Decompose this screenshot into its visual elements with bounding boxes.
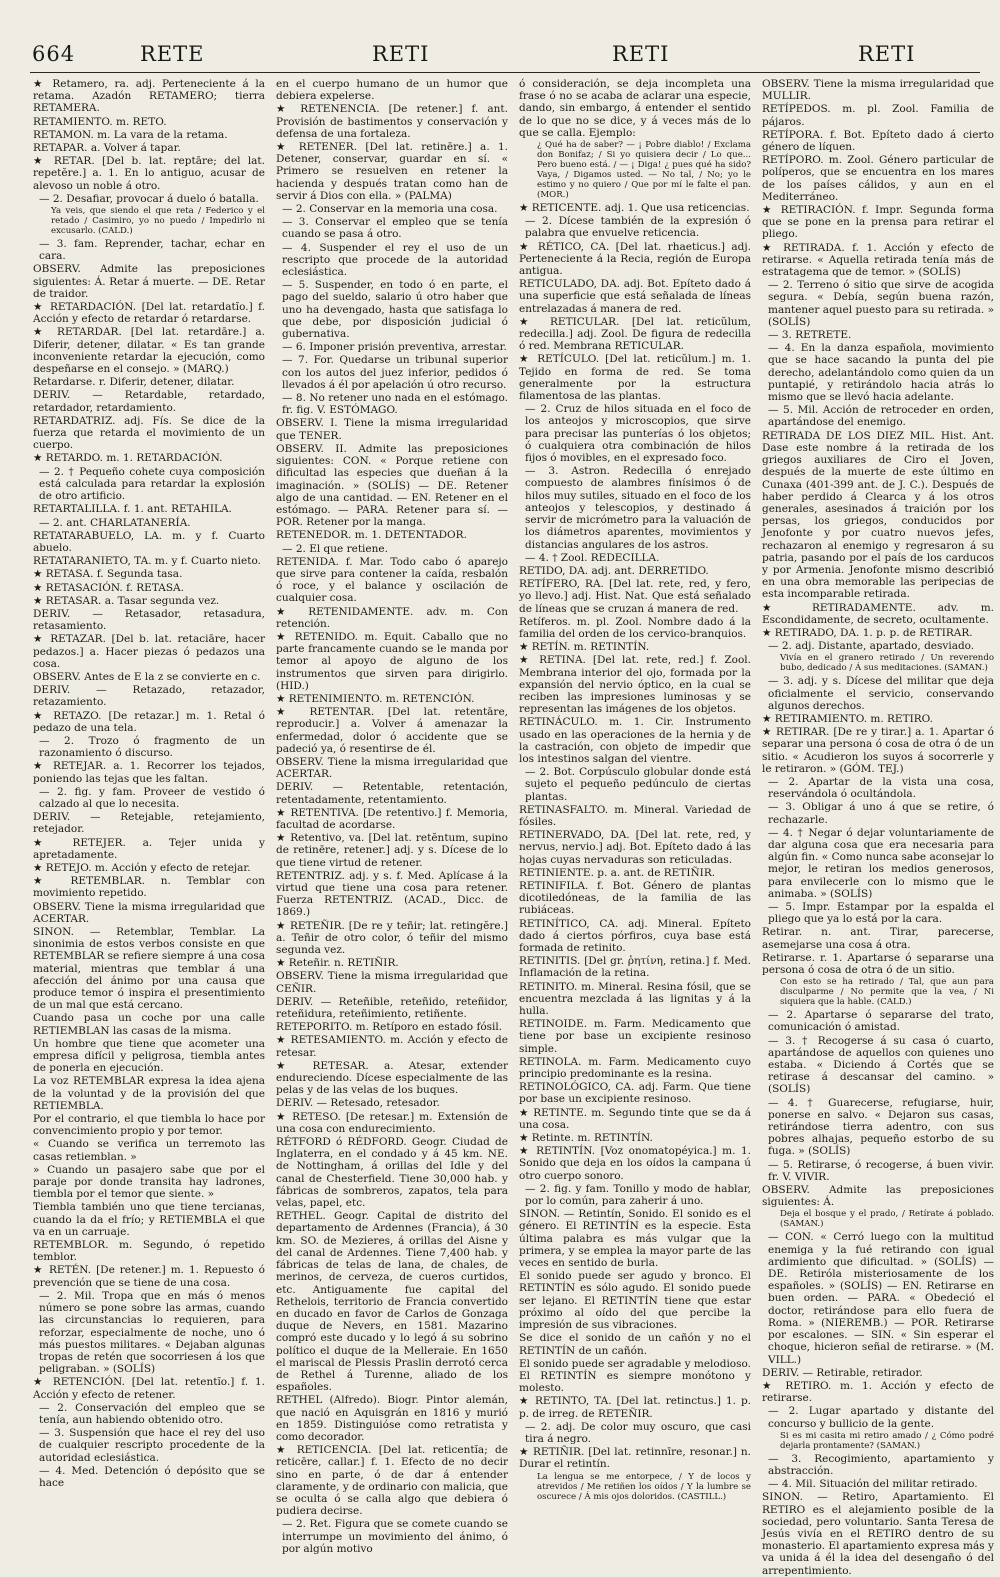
dictionary-entry: ★ RETIRADAMENTE. adv. m. Escondidamente, de secreto, ocultamente. <box>762 601 994 626</box>
dictionary-entry: RETINOIDE. m. Farm. Medicamento que tiene por base un excipiente resinoso simple. <box>519 1018 751 1055</box>
dictionary-entry: ★ RETÍCULO. [Del lat. reticŭlum.] m. 1. Tejido en forma de red. Se toma generalmente por la estructura filamentosa de las plantas. <box>519 353 751 403</box>
dictionary-entry: RETINÁCULO. m. 1. Cir. Instrumento usado en las operaciones de la hernia y de la castración, con objeto de impedir que los intestinos salgan del vientre. <box>519 716 751 765</box>
dictionary-entry: ★ RETIÑIR. [Del lat. retinnīre, resonar.] n. Durar el retintín. <box>519 1446 751 1471</box>
running-headword-3: RETI <box>612 42 670 66</box>
dictionary-entry: ★ RETIRO. m. 1. Acción y efecto de retirarse. <box>762 1379 994 1405</box>
quotation: La lengua se me entorpece, / Y de locos y atrevidos / Me retiñen los oídos / Y la lumbre se oscurece / Á mis ojos doloridos. (CASTILL.) <box>537 1471 751 1502</box>
sense-paragraph: — 4. En la danza española, movimiento que se hace sacando la punta del pie derecho, adelantándolo como quien da un puntapié, y retirándolo hacia atrás lo mismo que se llevó hacia adelante. <box>768 342 994 404</box>
dictionary-entry: OBSERV. Tiene la misma irregularidad que CEÑIR. <box>276 970 508 995</box>
dictionary-entry: OBSERV. Admite las preposiciones siguientes: Á. <box>762 1184 994 1209</box>
dictionary-entry: ★ RETARDO. m. 1. RETARDACIÓN. <box>33 452 223 465</box>
quotation: Si es mi casita mi retiro amado / ¿ Cómo podré dejarla prontamente? (SAMAN.) <box>780 1430 994 1451</box>
dictionary-entry: ★ Reteñir. n. RETIÑIR. <box>276 957 399 970</box>
dictionary-entry: OBSERV. Tiene la misma irregularidad que ACERTAR. <box>276 755 508 781</box>
dictionary-entry: ★ RETAZAR. [Del b. lat. retaciāre, hacer pedazos.] a. Hacer piezas ó pedazos una cosa. <box>33 633 265 670</box>
sense-paragraph: — 2. Trozo ó fragmento de un razonamiento ó discurso. <box>39 734 265 760</box>
sense-paragraph: — 8. No retener uno nada en el estómago. fr. fig. V. ESTÓMAGO. <box>282 392 508 417</box>
sense-paragraph: — 3. Conservar el empleo que se tenía cuando se pasa á otro. <box>282 216 508 241</box>
dictionary-entry: ★ RETIRAMIENTO. m. RETIRO. <box>762 712 933 725</box>
sense-paragraph: — 2. El que retiene. <box>282 542 388 555</box>
sense-paragraph: — 3. Suspensión que hace el rey del uso de cualquier rescripto procedente de la autoridad eclesiástica. <box>39 1427 265 1464</box>
text-column-2 <box>276 78 508 1555</box>
dictionary-entry: RETIDO, DA. adj. ant. DERRETIDO. <box>519 564 709 577</box>
running-headword-2: RETI <box>372 42 430 66</box>
sense-paragraph: — 3. Obligar á uno á que se retire, ó rechazarle. <box>768 801 994 826</box>
running-headword-4: RETI <box>858 42 916 66</box>
dictionary-entry: RETINITIS. [Del gr. ῥητίνη, retina.] f. Med. Inflamación de la retina. <box>519 955 751 980</box>
dictionary-entry: ★ RETAR. [Del b. lat. reptāre; del lat. repetĕre.] a. 1. En lo antiguo, acusar de alevoso un noble á otro. <box>33 155 265 192</box>
dictionary-entry: Retirarse. r. 1. Apartarse ó separarse una persona ó cosa de otra ó de un sitio. <box>762 951 994 977</box>
dictionary-entry: OBSERV. Admite las preposiciones siguientes: Á. Retar á muerte. — DE. Retar de traidor. <box>33 263 265 300</box>
dictionary-entry: La voz RETEMBLAR expresa la idea ajena de la voluntad y de la provisión del que RETIEMBLA. <box>33 1075 265 1112</box>
dictionary-entry: ★ RETENENCIA. [De retener.] f. ant. Provisión de bastimentos y conservación y defensa de una fortaleza. <box>276 103 508 140</box>
dictionary-entry: ★ RETENTIVA. [De retentivo.] f. Memoria, facultad de acordarse. <box>276 806 508 831</box>
dictionary-entry: Retíferos. m. pl. Zool. Nombre dado á la familia del orden de los cervico-branquios. <box>519 615 751 640</box>
sense-paragraph: — 2. † Pequeño cohete cuya composición está calculada para retardar la explosión de otro artificio. <box>39 465 265 503</box>
dictionary-entry: RETARDATRIZ. adj. Fís. Se dice de la fuerza que retarda el movimiento de un cuerpo. <box>33 414 265 452</box>
dictionary-entry: ★ RETINTE. m. Segundo tinte que se da á una cosa. <box>519 1106 751 1131</box>
sense-paragraph: — 7. For. Quedarse un tribunal superior con los autos del juez inferior, pedidos ó llevados á él por apelación ú otro recurso. <box>282 354 508 391</box>
dictionary-entry: RETAMON. m. La vara de la retama. <box>33 128 228 141</box>
dictionary-entry: DERIV. — Reteñible, reteñido, reteñidor, reteñidura, reteñimiento, retiñente. <box>276 995 508 1021</box>
sense-paragraph: — 2. fig. y fam. Proveer de vestido ó calzado al que lo necesita. <box>39 785 265 810</box>
dictionary-entry: ★ RÉTICO, CA. [Del lat. rhaeticus.] adj. Perteneciente á la Recia, región de Europa antigua. <box>519 240 751 278</box>
dictionary-entry: ★ RETICULAR. [Del lat. reticŭlum, redecilla.] adj. Zool. De figura de redecilla ó red. Membrana RETICULAR. <box>519 315 751 353</box>
sense-paragraph: — 2. Conservar en la memoria una cosa. <box>282 203 498 216</box>
dictionary-entry: ★ RETIRADO, DA. 1. p. p. de RETIRAR. <box>762 626 973 639</box>
dictionary-entry: DERIV. — Retardable, retardado, retardador, retardamiento. <box>33 389 265 414</box>
dictionary-entry: en el cuerpo humano de un humor que debiera expelerse. <box>276 78 508 103</box>
dictionary-entry: OBSERV. Antes de E la z se convierte en c. <box>33 670 261 683</box>
dictionary-entry: ★ RETASAR. a. Tasar segunda vez. <box>33 594 220 607</box>
dictionary-entry: SINON. — Retiro, Apartamiento. El RETIRO es el alejamiento posible de la sociedad, pero voluntario. Santa Teresa de Jesús vivía en el RETIRO dentro de su monasterio. El apartamiento expresa más y va unida á él la idea del desengaño ó del arrepentimiento. <box>762 1491 994 1577</box>
dictionary-entry: OBSERV. Tiene la misma irregularidad que ACERTAR. <box>33 900 265 925</box>
dictionary-entry: DERIV. — Retejable, retejamiento, retejador. <box>33 811 265 836</box>
dictionary-entry: ★ RETEMBLAR. n. Temblar con movimiento repetido. <box>33 875 265 900</box>
text-column-3 <box>519 78 751 1502</box>
dictionary-entry: ★ RETESO. [De retesar.] m. Extensión de una cosa con endurecimiento. <box>276 1110 508 1135</box>
sense-paragraph: — 2. Bot. Corpúsculo globular donde está sujeto el pequeño pedúnculo de ciertas plantas. <box>525 766 751 803</box>
dictionary-entry: RETIRADA DE LOS DIEZ MIL. Hist. Ant. Dase este nombre á la retirada de los griegos auxiliares de Ciro el Joven, después de la muerte de este último en Cunaxa (401-399 ant. de J. C.). Después de haber perdido á Clearca y á los otros generales, asesinados á traición por los persas, los griegos, conducidos por Jenofonte y por cuatro nuevos jefes, rechazaron al enemigo y regresaron á su patria, pasando por el país de los carducos y por Armenia. Jenofonte mismo describió en una obra memorable las peripecias de esta incomparable retirada. <box>762 429 994 601</box>
dictionary-entry: RETINIENTE. p. a. ant. de RETIÑIR. <box>519 866 716 879</box>
dictionary-entry: RETICULADO, DA. adj. Bot. Epíteto dado á una superficie que está señalada de líneas entrelazadas á manera de red. <box>519 278 751 315</box>
dictionary-entry: ★ RETEÑIR. [De re y teñir; lat. retingĕre.] a. Teñir de otro color, ó teñir del mismo segunda vez. <box>276 919 508 957</box>
dictionary-entry: RETINERVADO, DA. [Del lat. rete, red, y nervus, nervio.] adj. Bot. Epíteto dado á las hojas cuyas nervaduras son reticuladas. <box>519 829 751 866</box>
dictionary-entry: OBSERV. II. Admite las preposiciones siguientes: CON. « Porque retiene con dificultad las especies que dueñan á la imaginación. » (SOLÍS) — DE. Retener algo de una cantidad. — EN. Retener en el estómago. — PARA. Retener para sí. — POR. Retener por la manga. <box>276 442 508 529</box>
sense-paragraph: — 5. Mil. Acción de retroceder en orden, apartándose del enemigo. <box>768 404 994 429</box>
dictionary-entry: ★ RETIRACIÓN. f. Impr. Segunda forma que se pone en la prensa para retirar el pliego. <box>762 204 994 241</box>
dictionary-entry: « Cuando se verifica un terremoto las casas retiemblan. » <box>33 1138 265 1163</box>
dictionary-entry: ★ Retentivo, va. [Del lat. retĕntum, supino de retinēre, retener.] adj. y s. Dícese de lo que tiene virtud de retener. <box>276 832 508 869</box>
sense-paragraph: — 2. Apartarse ó separarse del trato, comunicación ó amistad. <box>768 1009 994 1034</box>
dictionary-entry: DERIV. — Retirable, retirador. <box>762 1366 923 1379</box>
quotation: Vivía en el granero retirado / Un reverendo bubo, dedicado / Á sus meditaciones. (SAMAN.) <box>780 653 994 674</box>
sense-paragraph: — 5. Suspender, en todo ó en parte, el pago del sueldo, salario ú otro haber que uno ha devengado, hasta que satisfaga lo que debe, por disposición judicial ó gubernativa. <box>282 279 508 341</box>
dictionary-entry: RETÍFERO, RA. [Del lat. rete, red, y fero, yo llevo.] adj. Hist. Nat. Que está señalado de líneas que se cruzan á manera de red. <box>519 578 751 615</box>
dictionary-entry: ★ RETICENTE. adj. 1. Que usa reticencias. <box>519 202 750 215</box>
text-column-1 <box>33 78 265 1489</box>
sense-paragraph: — 2. Dícese también de la expresión ó palabra que envuelve reticencia. <box>525 215 751 240</box>
sense-paragraph: — 3. adj. y s. Dícese del militar que deja oficialmente el servicio, conservando algunos derechos. <box>768 675 994 712</box>
dictionary-entry: Retardarse. r. Diferir, detener, dilatar. <box>33 376 235 389</box>
dictionary-entry: Un hombre que tiene que acometer una empresa difícil y peligrosa, tiembla antes de ponerla en ejecución. <box>33 1037 265 1075</box>
page-header <box>0 42 1000 72</box>
dictionary-entry: ★ RETEJER. a. Tejer unida y apretadamente. <box>33 836 265 861</box>
dictionary-entry: ★ RETENTAR. [Del lat. retentāre, reproducir.] a. Volver á amenazar la enfermedad, dolor ó accidente que se padeció ya, ó resentirse de él. <box>276 706 508 755</box>
sense-paragraph: — 3. † Recogerse á su casa ó cuarto, apartándose de aquellos con quienes uno estaba. « Diciendo á Cortés que se retirase á descansar del camino. » (SOLÍS) <box>768 1034 994 1096</box>
quotation: Con esto se ha retirado / Tal, que aun para disculparme / No permite que la vea, / Ni siquiera que la hable. (CALD.) <box>780 977 994 1008</box>
dictionary-entry: ★ RETENIDO. m. Equit. Caballo que no parte francamente cuando se le manda por temor al apoyo de alguno de los instrumentos que sirven para dirigirlo. (HID.) <box>276 630 508 692</box>
dictionary-entry: ★ RETEJO. m. Acción y efecto de retejar. <box>33 861 251 874</box>
dictionary-entry: ★ Retinte. m. RETINTÍN. <box>519 1132 653 1145</box>
dictionary-entry: RETINIFILA. f. Bot. Género de plantas dicotiledóneas, de la familia de las rubiáceas. <box>519 879 751 917</box>
dictionary-entry: ★ RETINTÍN. [Voz onomatopéyica.] m. 1. Sonido que deja en los oídos la campana ú otro cuerpo sonoro. <box>519 1145 751 1182</box>
dictionary-entry: ★ RETEJAR. a. 1. Recorrer los tejados, poniendo las tejas que les faltan. <box>33 760 265 785</box>
dictionary-entry: ★ RETINTO, TA. [Del lat. retinctus.] 1. p. p. de irreg. de RETEÑIR. <box>519 1395 751 1420</box>
sense-paragraph: — 2. Desafiar, provocar á duelo ó batalla. <box>39 192 259 205</box>
sense-paragraph: — CON. « Cerró luego con la multitud enemiga y la fué retirando con igual ardimiento que dificultad. » (SOLÍS) — DE. Retiróla misteriosamente de los españoles. » (SOLÍS) — EN. Retirarse en buen orden. — PARA. « Obedeció el doctor, retirándose para ello fuera de Roma. » (NIEREMB.) — POR. Retirarse por escalones. — SIN. « Sin esperar el choque, hicieron señal de retirarse. » (M. VILL.) <box>768 1231 994 1366</box>
sense-paragraph: — 2. Cruz de hilos situada en el foco de los anteojos y microscopios, que sirve para precisar las punterías ó los objetos; ó cualquiera otra combinación de hilos fijos ó movibles, en el expresado foco. <box>525 403 751 465</box>
sense-paragraph: — 2. fig. y fam. Tonillo y modo de hablar, por lo común, para zaherir á uno. <box>525 1182 751 1208</box>
dictionary-entry: ★ RETAZO. [De retazar.] m. 1. Retal ó pedazo de una tela. <box>33 709 265 734</box>
dictionary-entry: RETHEL (Alfredo). Biogr. Pintor alemán, que nació en Aquisgrán en 1816 y murió en 1859. Distinguióse como retratista y como decorador. <box>276 1394 508 1443</box>
dictionary-entry: DERIV. — Retesado, retesador. <box>276 1097 440 1110</box>
dictionary-entry: ★ RETINA. [Del lat. rete, red.] f. Zool. Membrana interior del ojo, formada por la expansión del nervio óptico, en la cual se reciben las impresiones luminosas y se representan las imágenes de los objetos. <box>519 654 751 716</box>
quotation: ¿ Qué ha de saber? — ¡ Pobre diablo! / Exclama don Bonifaz; / Si yo quisiera decir / Lo que... Pero bueno está. / — ¡ Diga! ¿ pues qué ha sido? Vaya, / Digamos usted. — No tal, / No; yo le estimo y no quiero / Que por mí le falte el pan. (MOR.) <box>537 140 751 201</box>
sense-paragraph: — 6. Imponer prisión preventiva, arrestar. <box>282 341 507 354</box>
dictionary-entry: ★ RETENER. [Del lat. retinēre.] a. 1. Detener, conservar, guardar en sí. « Primero se resuelven en retener la hacienda y después tratan como han de servir á Dios con ella. » (PALMA) <box>276 141 508 202</box>
dictionary-entry: RETÍPEDOS. m. pl. Zool. Familia de pájaros. <box>762 103 994 128</box>
dictionary-entry: ★ RETICENCIA. [Del lat. reticentĭa; de reticēre, callar.] f. 1. Efecto de no decir sino en parte, ó de dar á entender claramente, y de ordinario con malicia, que se oculta ó se calla algo que debiera ó pudiera decirse. <box>276 1444 508 1518</box>
sense-paragraph: — 3. fam. Reprender, tachar, echar en cara. <box>39 238 265 263</box>
dictionary-entry: El sonido puede ser agradable y melodioso. El RETINTÍN es siempre monótono y molesto. <box>519 1357 751 1395</box>
dictionary-entry: ★ RETASA. f. Segunda tasa. <box>33 568 183 581</box>
dictionary-entry: DERIV. — Retazado, retazador, retazamiento. <box>33 684 265 709</box>
sense-paragraph: — 2. Conservación del empleo que se tenía, aun habiendo obtenido otro. <box>39 1401 265 1426</box>
dictionary-entry: RETENEDOR. m. 1. DETENTADOR. <box>276 529 467 542</box>
dictionary-entry: ó consideración, se deja incompleta una frase ó no se acaba de aclarar una especie, dando, sin embargo, á entender el sentido de lo que no se dice, y á veces más de lo que se calla. Ejemplo: <box>519 78 751 139</box>
sense-paragraph: — 4. Med. Detención ó depósito que se hace <box>39 1464 265 1489</box>
sense-paragraph: — 4. † Zool. REDECILLA. <box>525 551 660 564</box>
dictionary-entry: ★ RETIRAR. [De re y tirar.] a. 1. Apartar ó separar una persona ó cosa de otra ó de un sitio. « Acudieron los suyos á socorrerle y le retiraron. » (GÓM. TEJ.) <box>762 726 994 775</box>
dictionary-entry: RETEMBLOR. m. Segundo, ó repetido temblor. <box>33 1239 265 1264</box>
dictionary-entry: Por el contrario, el que tiembla lo hace por convencimiento propio y por temor. <box>33 1113 265 1138</box>
text-column-4 <box>762 78 994 1577</box>
sense-paragraph: — 2. adj. De color muy oscuro, que casi tira á negro. <box>525 1420 751 1445</box>
quotation: Deja el bosque y el prado, / Retírate á poblado. (SAMAN.) <box>780 1209 994 1230</box>
sense-paragraph: — 5. Impr. Estampar por la espalda el pliego que ya lo está por la cara. <box>768 901 994 926</box>
dictionary-entry: RETÍPORO. m. Zool. Género particular de políperos, que se encuentra en los mares de los países cálidos, y aun en el Mediterráneo. <box>762 154 994 203</box>
dictionary-entry: RETAMIENTO. m. RETO. <box>33 115 167 128</box>
dictionary-entry: RETINASFALTO. m. Mineral. Variedad de fósiles. <box>519 803 751 828</box>
sense-paragraph: — 4. Suspender el rey el uso de un rescripto que procede de la autoridad eclesiástica. <box>282 241 508 279</box>
sense-paragraph: — 5. Retirarse, ó recogerse, á buen vivir. fr. V. VIVIR. <box>768 1158 994 1183</box>
dictionary-entry: Tiembla también uno que tiene tercianas, cuando la da el frío; y RETIEMBLA el que va en un carruaje. <box>33 1201 265 1238</box>
dictionary-entry: RETATARABUELO, LA. m. y f. Cuarto abuelo. <box>33 529 265 554</box>
dictionary-entry: Se dice el sonido de un cañón y no el RETINTÍN de un cañón. <box>519 1332 751 1357</box>
sense-paragraph: — 2. Ret. Figura que se comete cuando se interrumpe un movimiento del ánimo, ó por algún motivo <box>282 1518 508 1555</box>
dictionary-entry: ★ RETESAR. a. Atesar, extender endureciendo. Dícese especialmente de las pelas y de las velas de los buques. <box>276 1059 508 1097</box>
dictionary-entry: Retirar. n. ant. Tirar, parecerse, asemejarse una cosa á otra. <box>762 926 994 951</box>
dictionary-entry: OBSERV. Tiene la misma irregularidad que MULLIR. <box>762 78 994 103</box>
sense-paragraph: — 3. Astron. Redecilla ó enrejado compuesto de alambres finísimos ó de hilos muy sutiles, situado en el foco de los anteojos y telescopios, y destinado á servir de micrómetro para la valuación de los diámetros aparentes, movimientos y distancias angulares de los astros. <box>525 465 751 551</box>
sense-paragraph: — 4. † Negar ó dejar voluntariamente de dar alguna cosa que era necesaria para algún fin. « Como nunca sabe aconsejar lo mejor, le retiran los medios generosos, para envilecerle con lo mismo que le animaba. » (SOLÍS) <box>768 826 994 900</box>
quotation: Ya veis, que siendo el que reta / Federico y el retado / Casimiro, yo no puedo / Impedirlo ni excusarlo. (CALD.) <box>51 206 265 237</box>
dictionary-entry: ★ RETENIMIENTO. m. RETENCIÓN. <box>276 692 475 705</box>
sense-paragraph: — 2. Mil. Tropa que en más ó menos número se pone sobre las armas, cuando las circunstancias lo requieren, para reforzar, especialmente de noche, uno ó más puestos militares. « Dejaban algunas tropas de retén que socorriesen á los que peligraban. » (SOLÍS) <box>39 1289 265 1376</box>
dictionary-entry: RETENTRIZ. adj. y s. f. Med. Aplícase á la virtud que tiene una cosa para retener. Fuerza RETENTRIZ. (ACAD., Dicc. de 1869.) <box>276 869 508 919</box>
sense-paragraph: — 2. Lugar apartado y distante del concurso y bullicio de la gente. <box>768 1405 994 1430</box>
sense-paragraph: — 2. Terreno ó sitio que sirve de acogida segura. « Debía, según buena razón, mantener aquel puesto para su retirada. » (SOLÍS) <box>768 279 994 328</box>
dictionary-entry: SINON. — Retemblar, Temblar. La sinonimia de estos verbos consiste en que RETEMBLAR se refiere siempre á una cosa material, mientras que temblar á una afección del ánimo por una causa que produce temor ó inspira el presentimiento de un mal que está cercano. <box>33 926 265 1012</box>
dictionary-entry: El sonido puede ser agudo y bronco. El RETINTÍN es sólo agudo. El sonido puede ser lejano. El RETINTÍN tiene que estar próximo al oído del que percibe la impresión de sus vibraciones. <box>519 1270 751 1332</box>
dictionary-entry: » Cuando un pasajero sabe que por el paraje por donde transita hay ladrones, tiembla por el temor que siente. » <box>33 1163 265 1201</box>
dictionary-entry: DERIV. — Retentable, retentación, retentadamente, retentamiento. <box>276 781 508 806</box>
sense-paragraph: — 4. Mil. Situación del militar retirado. <box>768 1478 978 1491</box>
dictionary-entry: ★ RETARDAR. [Del lat. retardāre.] a. Diferir, detener, dilatar. « Es tan grande inconveniente retardar la ejecución, como despeñarse en el consejo. » (MARQ.) <box>33 326 265 376</box>
dictionary-entry: RETATARANIETO, TA. m. y f. Cuarto nieto. <box>33 555 261 568</box>
sense-paragraph: — 3. Recogimiento, apartamiento y abstracción. <box>768 1452 994 1477</box>
dictionary-entry: ★ RETASACIÓN. f. RETASA. <box>33 581 184 594</box>
running-headword-1: RETE <box>140 42 205 66</box>
dictionary-entry: RETINOLÓGICO, CA. adj. Farm. Que tiene por base un excipiente resinoso. <box>519 1081 751 1106</box>
dictionary-entry: RETÍPORA. f. Bot. Epíteto dado á cierto género de líquen. <box>762 128 994 154</box>
header-rule <box>30 72 980 73</box>
dictionary-entry: RETENIDA. f. Mar. Todo cabo ó aparejo que sirve para contener la caída, resbalón ó roce, y el balance y oscilación de cualquier cosa. <box>276 555 508 605</box>
sense-paragraph: — 2. adj. Distante, apartado, desviado. <box>768 640 975 653</box>
sense-paragraph: — 2. ant. CHARLATANERÍA. <box>39 516 191 529</box>
dictionary-entry: ★ RETENIDAMENTE. adv. m. Con retención. <box>276 605 508 630</box>
dictionary-entry: Cuando pasa un coche por una calle RETIEMBLAN las casas de la misma. <box>33 1012 265 1037</box>
dictionary-entry: RÉTFORD ó RÉDFORD. Geogr. Ciudad de Inglaterra, en el condado y á 45 km. NE. de Nottingham, á orillas del Idle y del canal de Chesterfield. Tiene 30,000 hab. y fábricas de sombreros, zapatos, tela para velas, papel, etc. <box>276 1136 508 1210</box>
dictionary-entry: DERIV. — Retasador, retasadura, retasamiento. <box>33 607 265 633</box>
dictionary-entry: SINON. — Retintín, Sonido. El sonido es el género. El RETINTÍN es la especie. Esta última palabra es más vulgar que la primera, y se emplea la mayor parte de las veces en sentido de burla. <box>519 1208 751 1270</box>
dictionary-entry: RETINÍTICO, CA. adj. Mineral. Epíteto dado á ciertos pórfiros, cuya base está formada de retinito. <box>519 917 751 954</box>
dictionary-entry: ★ RETÍN. m. RETINTÍN. <box>519 641 650 654</box>
page-number: 664 <box>32 42 76 66</box>
dictionary-entry: RETAPAR. a. Volver á tapar. <box>33 142 181 155</box>
sense-paragraph: — 4. † Guarecerse, refugiarse, huir, ponerse en salvo. « Dejaron sus casas, retirándose tierra adentro, con sus pobres alhajas, pequeño estorbo de su fuga. » (SOLÍS) <box>768 1096 994 1158</box>
dictionary-entry: ★ RETENCIÓN. [Del lat. retentĭo.] f. 1. Acción y efecto de retener. <box>33 1376 265 1401</box>
dictionary-entry: RETINOLA. m. Farm. Medicamento cuyo principio predominante es la resina. <box>519 1055 751 1081</box>
dictionary-entry: OBSERV. I. Tiene la misma irregularidad que TENER. <box>276 417 508 442</box>
dictionary-entry: RETEPORITO. m. Retíporo en estado fósil. <box>276 1021 503 1034</box>
dictionary-entry: ★ RETARDACIÓN. [Del lat. retardatĭo.] f. Acción y efecto de retardar ó retardarse. <box>33 301 265 326</box>
dictionary-entry: RETINITO. m. Mineral. Resina fósil, que se encuentra mezclada á las lignitas y á la hulla. <box>519 980 751 1018</box>
dictionary-entry: RETARTALILLA. f. 1. ant. RETAHILA. <box>33 503 232 516</box>
dictionary-entry: ★ Retamero, ra. adj. Perteneciente á la retama. Azadón RETAMERO; tierra RETAMERA. <box>33 78 265 115</box>
dictionary-entry: ★ RETESAMIENTO. m. Acción y efecto de retesar. <box>276 1034 508 1059</box>
dictionary-entry: ★ RETIRADA. f. 1. Acción y efecto de retirarse. « Aquella retirada tenía más de estratagema que de temor. » (SOLÍS) <box>762 241 994 279</box>
dictionary-entry: RETHEL. Geogr. Capital de distrito del departamento de Ardennes (Francia), á 30 km. SO. de Mezieres, á orillas del Aisne y del canal de Ardennes. Tiene 7,400 hab. y fábricas de telas de lana, de chales, de merinos, de cerveza, de cueros curtidos, etc. Antiguamente fue capital del Rethelois, territorio de Francia convertido en ducado en favor de Carlos de Gonzaga duque de Nevers, en 1581. Mazarino compró este ducado y lo legó á su sobrino político el duque de la Melleraie. En 1650 el mariscal de Plessis Praslin derrotó cerca de Rethel á Turenne, aliado de los españoles. <box>276 1210 508 1394</box>
sense-paragraph: — 3. RETRETE. <box>768 329 852 342</box>
sense-paragraph: — 2. Apartar de la vista una cosa, reservándola ó ocultándola. <box>768 775 994 801</box>
dictionary-entry: ★ RETÉN. [De retener.] m. 1. Repuesto ó prevención que se tiene de una cosa. <box>33 1264 265 1289</box>
